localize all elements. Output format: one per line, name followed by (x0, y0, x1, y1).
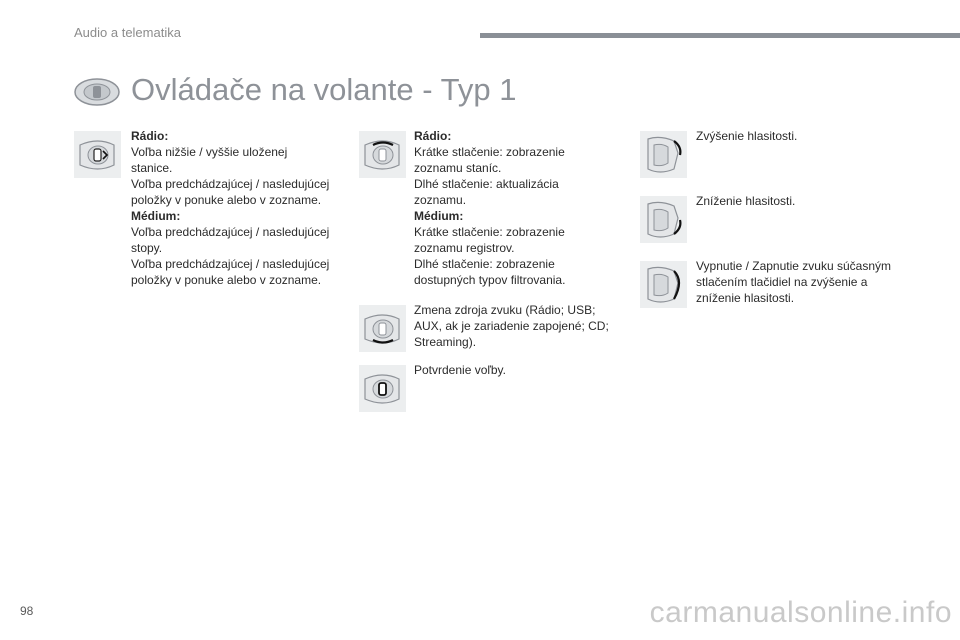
watermark-text: carmanualsonline.info (649, 596, 952, 629)
text-line: Zníženie hlasitosti. (696, 194, 796, 208)
entry-text (414, 302, 644, 350)
text-line: Potvrdenie voľby. (414, 363, 506, 377)
text-line: zníženie hlasitosti. (696, 291, 795, 305)
entry-text (131, 128, 361, 288)
heading-media: Médium: (414, 209, 464, 223)
text-line: Krátke stlačenie: zobrazenie (414, 225, 565, 239)
steering-control-icon (74, 77, 120, 107)
left-control-list-button-icon (359, 131, 406, 178)
text-line: stopy. (131, 241, 163, 255)
right-control-volume-down-icon (640, 196, 687, 243)
left-control-source-button-icon (359, 305, 406, 352)
left-control-ok-button-icon (359, 365, 406, 412)
text-line: Zvýšenie hlasitosti. (696, 129, 798, 143)
entry-text (696, 193, 936, 209)
text-line: Dlhé stlačenie: aktualizácia (414, 177, 559, 191)
text-line: Dlhé stlačenie: zobrazenie (414, 257, 555, 271)
entry-text (696, 258, 936, 306)
text-line: stlačením tlačidiel na zvýšenie a (696, 275, 868, 289)
right-control-mute-icon (640, 261, 687, 308)
entry-text (696, 128, 936, 144)
text-line: Voľba predchádzajúcej / nasledujúcej (131, 177, 330, 191)
header-bar (480, 33, 960, 38)
text-line: Krátke stlačenie: zobrazenie (414, 145, 565, 159)
text-line: Vypnutie / Zapnutie zvuku súčasným (696, 259, 891, 273)
text-line: položky v ponuke alebo v zozname. (131, 273, 322, 287)
header-section-label: Audio a telematika (74, 25, 181, 40)
text-line: položky v ponuke alebo v zozname. (131, 193, 322, 207)
text-line: Voľba nižšie / vyššie uloženej (131, 145, 288, 159)
right-control-volume-up-icon (640, 131, 687, 178)
heading-radio: Rádio: (131, 129, 169, 143)
left-control-up-down-icon (74, 131, 121, 178)
entry-text (414, 128, 644, 288)
entry-text (414, 362, 644, 378)
text-line: zoznamu staníc. (414, 161, 502, 175)
text-line: Voľba predchádzajúcej / nasledujúcej (131, 225, 330, 239)
text-line: AUX, ak je zariadenie zapojené; CD; (414, 319, 609, 333)
heading-radio: Rádio: (414, 129, 452, 143)
text-line: Streaming). (414, 335, 477, 349)
text-line: Zmena zdroja zvuku (Rádio; USB; (414, 303, 596, 317)
text-line: Voľba predchádzajúcej / nasledujúcej (131, 257, 330, 271)
page-number: 98 (20, 604, 34, 618)
text-line: zoznamu registrov. (414, 241, 515, 255)
text-line: dostupných typov filtrovania. (414, 273, 566, 287)
text-line: zoznamu. (414, 193, 467, 207)
heading-media: Médium: (131, 209, 181, 223)
text-line: stanice. (131, 161, 173, 175)
page-title: Ovládače na volante - Typ 1 (131, 72, 517, 107)
